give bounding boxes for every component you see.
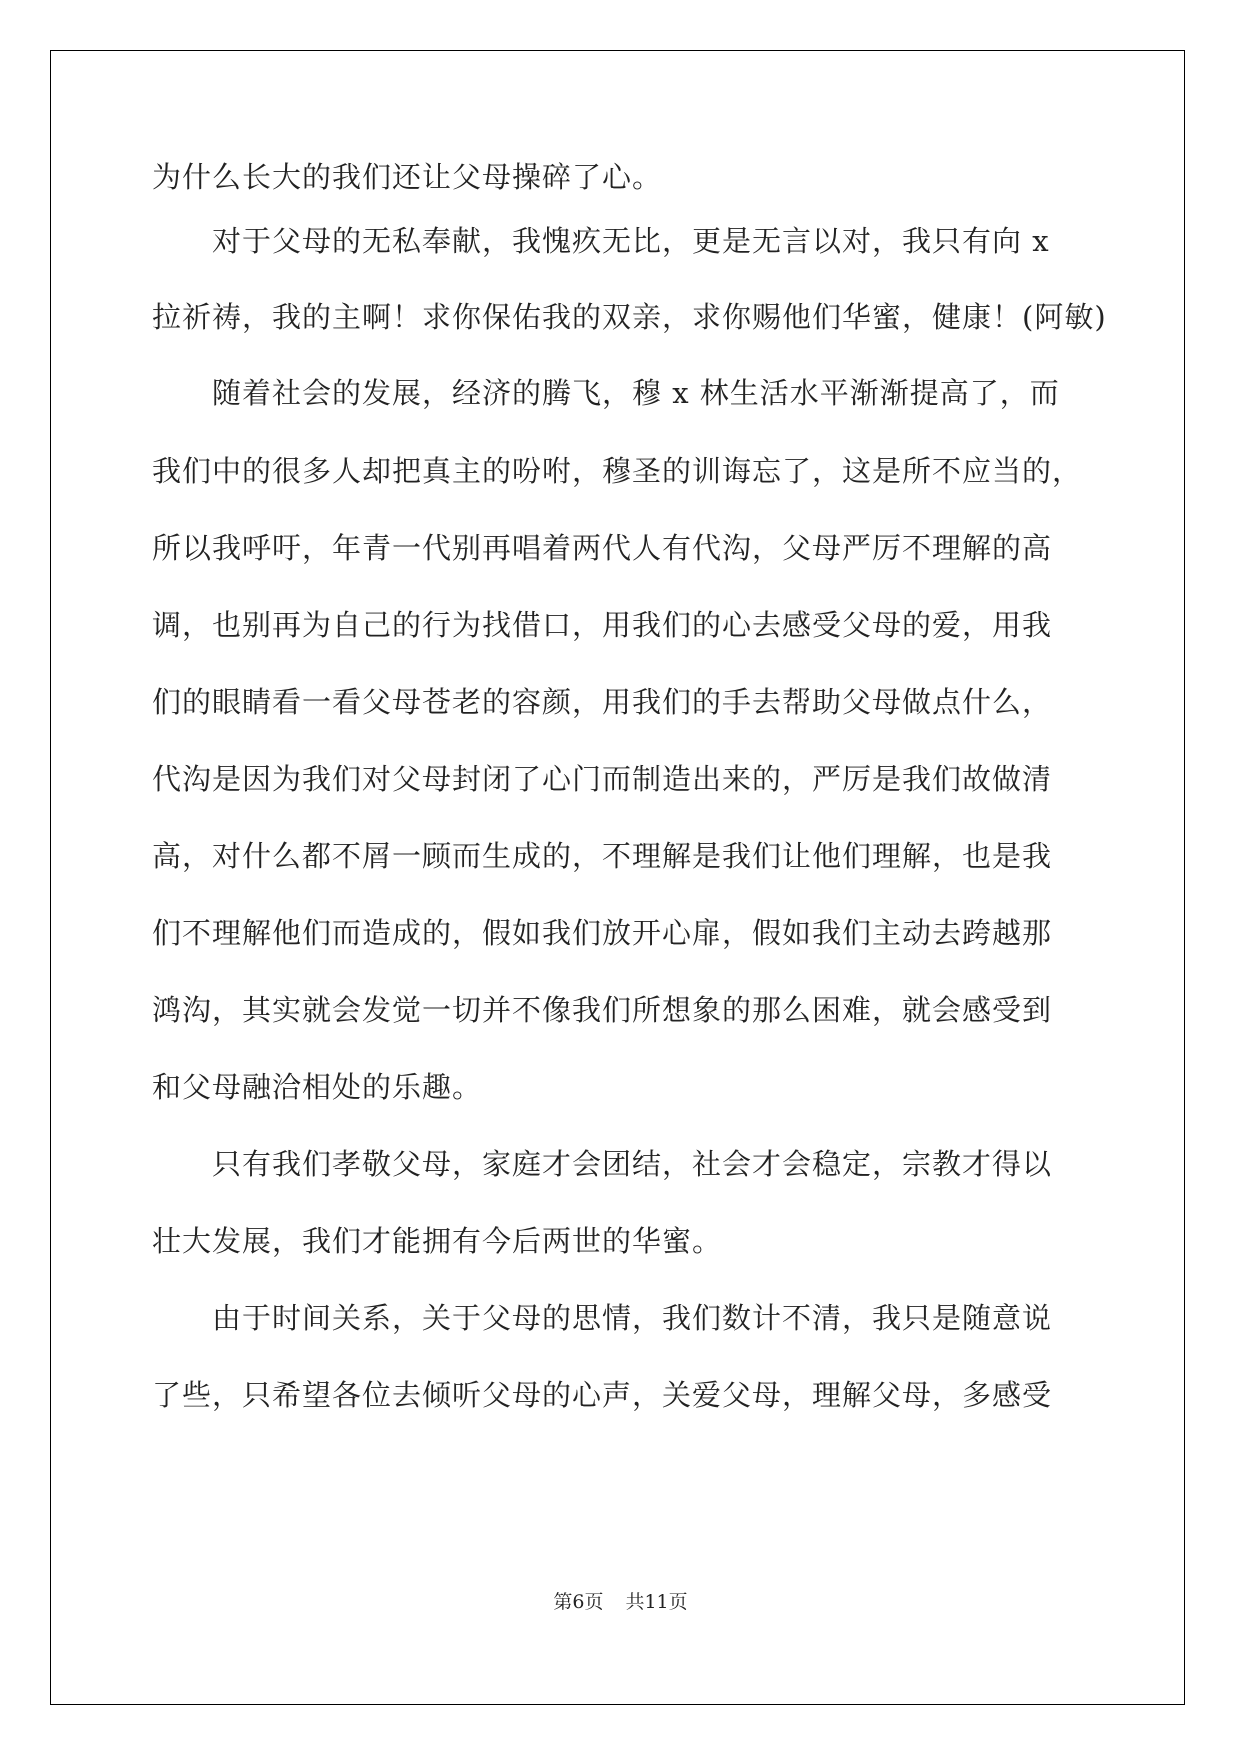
text-line: 我们中的很多人却把真主的吩咐，穆圣的训诲忘了，这是所不应当的， bbox=[152, 454, 1083, 488]
page-prefix: 第 bbox=[553, 1591, 573, 1613]
page-footer bbox=[0, 1590, 1241, 1614]
text-line: 随着社会的发展，经济的腾飞，穆 x 林生活水平渐渐提高了，而 bbox=[212, 376, 1060, 410]
text-line: 们不理解他们而造成的，假如我们放开心扉，假如我们主动去跨越那 bbox=[152, 916, 1053, 950]
text-line: 们的眼睛看一看父母苍老的容颜，用我们的手去帮助父母做点什么， bbox=[152, 685, 1053, 719]
text-line: 只有我们孝敬父母，家庭才会团结，社会才会稳定，宗教才得以 bbox=[212, 1147, 1053, 1181]
text-line: 壮大发展，我们才能拥有今后两世的华蜜。 bbox=[152, 1224, 723, 1258]
text-line: 所以我呼吁，年青一代别再唱着两代人有代沟，父母严厉不理解的高 bbox=[152, 531, 1053, 565]
text-line: 高，对什么都不屑一顾而生成的，不理解是我们让他们理解，也是我 bbox=[152, 839, 1053, 873]
page-suffix: 页 bbox=[584, 1591, 604, 1613]
total-pages: 11 bbox=[644, 1591, 669, 1613]
text-line: 了些，只希望各位去倾听父母的心声，关爱父母，理解父母，多感受 bbox=[152, 1378, 1053, 1412]
total-suffix: 页 bbox=[668, 1591, 688, 1613]
page-number: 6 bbox=[572, 1591, 585, 1613]
text-line: 调，也别再为自己的行为找借口，用我们的心去感受父母的爱，用我 bbox=[152, 608, 1053, 642]
text-line: 和父母融洽相处的乐趣。 bbox=[152, 1070, 483, 1104]
text-line: 对于父母的无私奉献，我愧疚无比，更是无言以对，我只有向 x bbox=[212, 224, 1050, 258]
text-line: 由于时间关系，关于父母的思情，我们数计不清，我只是随意说 bbox=[212, 1301, 1053, 1335]
text-line: 为什么长大的我们还让父母操碎了心。 bbox=[152, 160, 663, 194]
text-line: 拉祈祷，我的主啊！求你保佑我的双亲，求你赐他们华蜜，健康！(阿敏) bbox=[152, 300, 1107, 334]
text-line: 代沟是因为我们对父母封闭了心门而制造出来的，严厉是我们故做清 bbox=[152, 762, 1053, 796]
total-prefix: 共 bbox=[625, 1591, 645, 1613]
text-line: 鸿沟，其实就会发觉一切并不像我们所想象的那么困难，就会感受到 bbox=[152, 993, 1053, 1027]
